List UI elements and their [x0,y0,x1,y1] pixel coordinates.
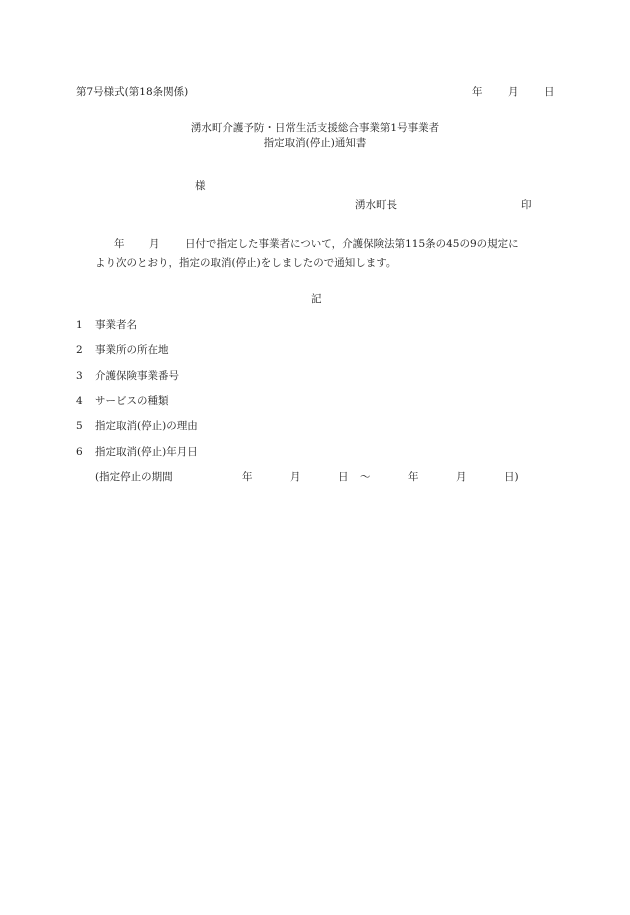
addressee-sama: 様 [195,180,206,192]
item-number: 3 [76,370,83,382]
period-start-day: 日 [338,471,349,483]
form-number: 第7号様式(第18条関係) [76,86,189,98]
period-start-year: 年 [242,471,253,483]
period-tilde: 〜 [360,471,371,483]
item-label: サービスの種類 [95,395,169,407]
body-month: 月 [149,238,160,250]
period-end-month: 月 [456,471,467,483]
period-start-month: 月 [290,471,301,483]
item-number: 6 [76,446,83,458]
period-end-year: 年 [408,471,419,483]
document-title-line2: 指定取消(停止)通知書 [263,137,367,149]
header-date-year: 年 [472,86,483,98]
issuer-name: 湧水町長 [355,199,397,211]
item-label: 事業所の所在地 [95,344,169,356]
document-title-line1: 湧水町介護予防・日常生活支援総合事業第1号事業者 [190,122,440,134]
item-label: 事業者名 [95,319,137,331]
item-number: 4 [76,395,83,407]
seal-mark: 印 [521,199,532,211]
item-label: 指定取消(停止)年月日 [95,446,198,458]
item-label: 介護保険事業番号 [95,370,179,382]
item-number: 1 [76,319,83,331]
item-label: 指定取消(停止)の理由 [95,420,198,432]
period-label: (指定停止の期間 [95,471,173,483]
item-number: 5 [76,420,83,432]
ki-heading: 記 [311,293,322,305]
period-end-day: 日) [504,471,519,483]
body-line2: より次のとおり，指定の取消(停止)をしましたので通知します。 [95,257,397,269]
body-year: 年 [114,238,125,250]
header-date-month: 月 [508,86,519,98]
body-line1: 日付で指定した事業者について，介護保険法第115条の45の9の規定に [185,238,519,250]
item-number: 2 [76,344,83,356]
header-date-day: 日 [544,86,555,98]
